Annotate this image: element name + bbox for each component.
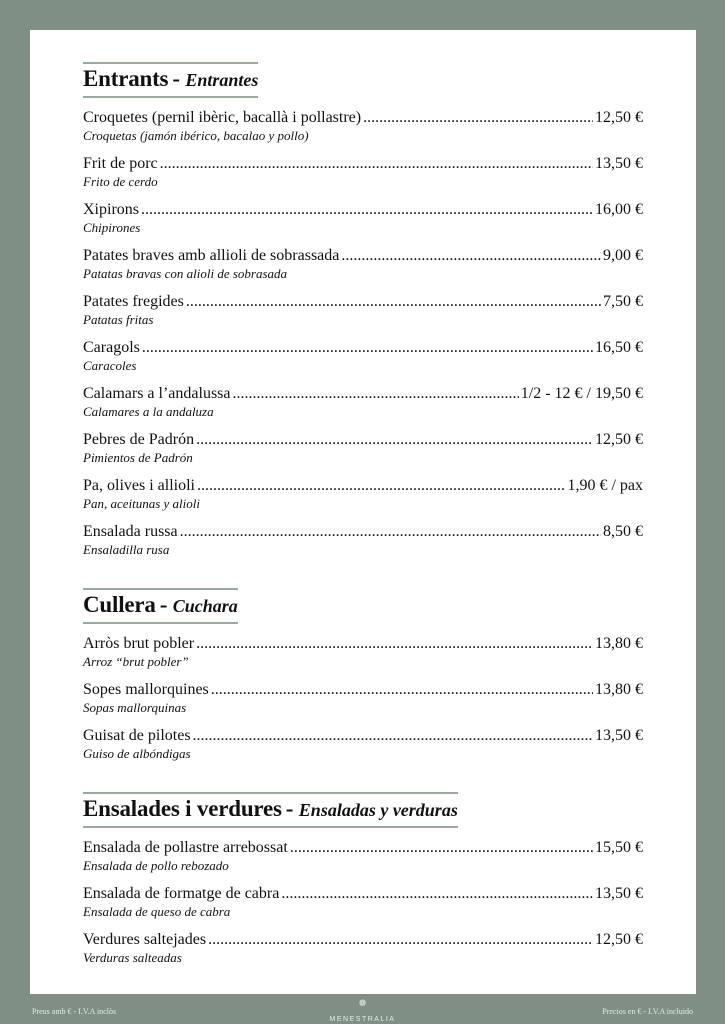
menu-item bbox=[83, 200, 643, 236]
item-price: 12,50 € bbox=[595, 109, 643, 126]
item-price: 12,50 € bbox=[595, 431, 643, 448]
section-separator: - bbox=[172, 66, 186, 91]
item-price: 16,50 € bbox=[595, 339, 643, 356]
item-translation: Verduras salteadas bbox=[83, 950, 182, 965]
section-title: Ensalades i verdures bbox=[83, 796, 282, 821]
menu-item bbox=[83, 154, 643, 190]
dot-leader bbox=[363, 108, 593, 128]
item-name: Patates braves amb allioli de sobrassada bbox=[83, 247, 340, 264]
item-price: 12,50 € bbox=[595, 931, 643, 948]
section-ensalades bbox=[83, 792, 643, 966]
item-name: Guisat de pilotes bbox=[83, 727, 191, 744]
menu-content bbox=[83, 62, 643, 996]
dot-leader bbox=[196, 430, 593, 450]
item-price: 1,90 € / pax bbox=[567, 477, 643, 494]
dot-leader bbox=[211, 680, 593, 700]
item-name: Frit de porc bbox=[83, 155, 158, 172]
item-price: 13,50 € bbox=[595, 727, 643, 744]
dot-leader bbox=[186, 292, 601, 312]
menu-page bbox=[30, 30, 696, 994]
menu-item bbox=[83, 292, 643, 328]
footer-vat-note-ca: Preus amb € - I.V.A inclòs bbox=[32, 1007, 117, 1016]
section-cullera bbox=[83, 588, 643, 762]
item-translation: Ensaladilla rusa bbox=[83, 542, 170, 557]
section-separator: - bbox=[285, 796, 299, 821]
item-name: Croquetes (pernil ibèric, bacallà i pollastre) bbox=[83, 109, 362, 126]
item-price: 13,50 € bbox=[595, 885, 643, 902]
item-price: 8,50 € bbox=[603, 523, 643, 540]
section-subtitle: Cuchara bbox=[172, 596, 238, 616]
footer-vat-note-es: Precios en € - I.V.A incluido bbox=[602, 1007, 693, 1016]
item-name: Patates fregides bbox=[83, 293, 184, 310]
item-price: 1/2 - 12 € / 19,50 € bbox=[520, 385, 643, 402]
dot-leader bbox=[341, 246, 601, 266]
item-name: Calamars a l’andalussa bbox=[83, 385, 231, 402]
item-name: Caragols bbox=[83, 339, 140, 356]
section-heading bbox=[83, 62, 258, 98]
dot-leader bbox=[196, 634, 593, 654]
item-translation: Guiso de albóndigas bbox=[83, 746, 191, 761]
item-name: Pebres de Padrón bbox=[83, 431, 195, 448]
item-name: Ensalada russa bbox=[83, 523, 178, 540]
menu-item bbox=[83, 108, 643, 144]
item-translation: Ensalada de pollo rebozado bbox=[83, 858, 229, 873]
menu-item bbox=[83, 384, 643, 420]
item-translation: Croquetas (jamón ibérico, bacalao y pollo) bbox=[83, 128, 309, 143]
dot-leader bbox=[233, 384, 519, 404]
item-price: 13,80 € bbox=[595, 635, 643, 652]
menu-item bbox=[83, 338, 643, 374]
dot-leader bbox=[208, 930, 593, 950]
item-name: Ensalada de pollastre arrebossat bbox=[83, 839, 288, 856]
item-name: Sopes mallorquines bbox=[83, 681, 209, 698]
item-price: 16,00 € bbox=[595, 201, 643, 218]
menu-item bbox=[83, 680, 643, 716]
dot-leader bbox=[290, 838, 593, 858]
section-title: Cullera bbox=[83, 592, 156, 617]
dot-leader bbox=[197, 476, 565, 496]
item-translation: Frito de cerdo bbox=[83, 174, 158, 189]
item-translation: Ensalada de queso de cabra bbox=[83, 904, 231, 919]
item-name: Pa, olives i allioli bbox=[83, 477, 195, 494]
item-price: 7,50 € bbox=[603, 293, 643, 310]
item-price: 15,50 € bbox=[595, 839, 643, 856]
item-name: Arròs brut pobler bbox=[83, 635, 195, 652]
item-translation: Sopas mallorquinas bbox=[83, 700, 187, 715]
section-subtitle: Entrantes bbox=[185, 70, 259, 90]
menu-item bbox=[83, 838, 643, 874]
item-translation: Calamares a la andaluza bbox=[83, 404, 214, 419]
item-translation: Pan, aceitunas y alioli bbox=[83, 496, 200, 511]
item-translation: Patatas bravas con alioli de sobrasada bbox=[83, 266, 288, 281]
item-translation: Arroz “brut pobler” bbox=[83, 654, 189, 669]
section-subtitle: Ensaladas y verduras bbox=[298, 800, 458, 820]
item-name: Xipirons bbox=[83, 201, 139, 218]
menu-item bbox=[83, 246, 643, 282]
item-price: 9,00 € bbox=[603, 247, 643, 264]
section-entrants bbox=[83, 62, 643, 558]
leaf-icon: ❁ bbox=[358, 998, 367, 1008]
section-separator: - bbox=[159, 592, 173, 617]
dot-leader bbox=[141, 200, 593, 220]
dot-leader bbox=[281, 884, 593, 904]
item-translation: Caracoles bbox=[83, 358, 137, 373]
menu-item bbox=[83, 930, 643, 966]
section-heading bbox=[83, 792, 458, 828]
item-translation: Chipirones bbox=[83, 220, 141, 235]
brand-logo bbox=[330, 998, 396, 1024]
item-name: Ensalada de formatge de cabra bbox=[83, 885, 280, 902]
menu-item bbox=[83, 476, 643, 512]
item-name: Verdures saltejades bbox=[83, 931, 207, 948]
dot-leader bbox=[193, 726, 593, 746]
item-translation: Patatas fritas bbox=[83, 312, 154, 327]
item-translation: Pimientos de Padrón bbox=[83, 450, 193, 465]
menu-item bbox=[83, 430, 643, 466]
dot-leader bbox=[142, 338, 593, 358]
item-price: 13,50 € bbox=[595, 155, 643, 172]
menu-item bbox=[83, 726, 643, 762]
section-heading bbox=[83, 588, 238, 624]
item-price: 13,80 € bbox=[595, 681, 643, 698]
section-title: Entrants bbox=[83, 66, 169, 91]
menu-item bbox=[83, 884, 643, 920]
brand-name: MENESTRALIA bbox=[329, 1016, 396, 1023]
footer bbox=[0, 1000, 725, 1024]
menu-item bbox=[83, 522, 643, 558]
dot-leader bbox=[160, 154, 593, 174]
dot-leader bbox=[180, 522, 601, 542]
menu-item bbox=[83, 634, 643, 670]
